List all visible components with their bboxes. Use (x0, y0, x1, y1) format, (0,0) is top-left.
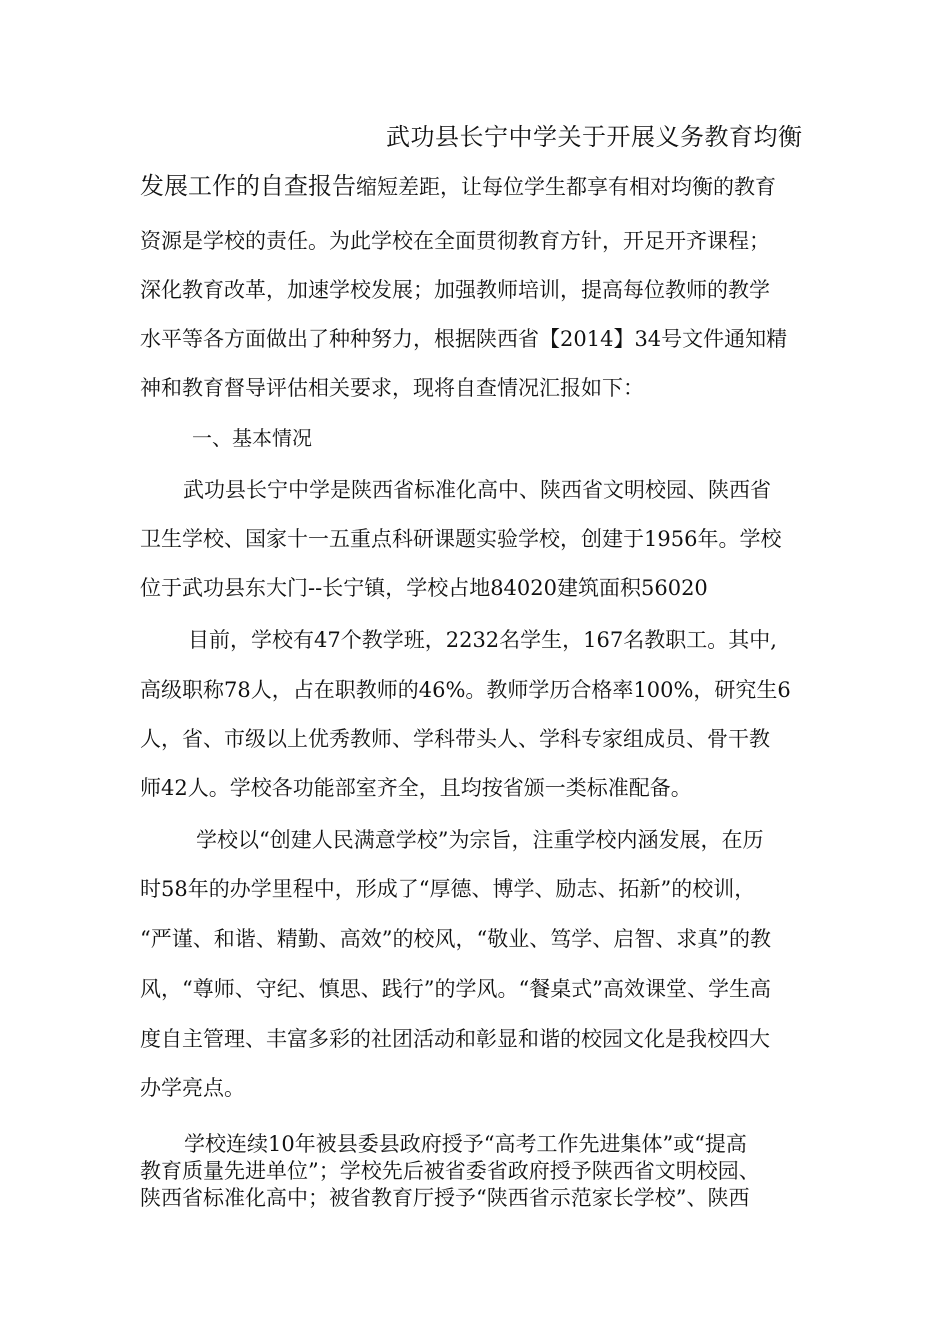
para3-line-1: 学校以“创建人民满意学校”为宗旨，注重学校内涵发展，在历 (196, 828, 764, 852)
intro-line-2: 深化教育改革，加速学校发展；加强教师培训，提高每位教师的教学 (140, 278, 770, 302)
para2-line-4: 师42人。学校各功能部室齐全，且均按省颁一类标准配备。 (140, 776, 692, 800)
intro-line-4: 神和教育督导评估相关要求，现将自查情况汇报如下： (140, 376, 644, 400)
para4-line-2: 教育质量先进单位”；学校先后被省委省政府授予陕西省文明校园、 (140, 1159, 760, 1183)
intro-line-0: 缩短差距，让每位学生都享有相对均衡的教育 (356, 175, 776, 199)
para4-line-3: 陕西省标准化高中；被省教育厅授予“陕西省示范家长学校”、陕西 (140, 1186, 750, 1210)
para3-line-2: 时58年的办学里程中，形成了“厚德、博学、励志、拓新”的校训， (140, 877, 756, 901)
para2-line-3: 人，省、市级以上优秀教师、学科带头人、学科专家组成员、骨干教 (140, 727, 770, 751)
para1-line-3: 位于武功县东大门--长宁镇，学校占地84020建筑面积56020 (140, 576, 708, 600)
para4-line-1: 学校连续10年被县委县政府授予“高考工作先进集体”或“提高 (184, 1132, 747, 1156)
para2-line-1: 目前，学校有47个教学班，2232名学生，167名教职工。其中, (188, 628, 777, 652)
para1-line-2: 卫生学校、国家十一五重点科研课题实验学校，创建于1956年。学校 (140, 527, 782, 551)
report-title-continuation: 发展工作的自查报告 (140, 172, 356, 200)
para3-line-6: 办学亮点。 (140, 1076, 245, 1100)
para3-line-5: 度自主管理、丰富多彩的社团活动和彰显和谐的校园文化是我校四大 (140, 1027, 770, 1051)
intro-line-1: 资源是学校的责任。为此学校在全面贯彻教育方针，开足开齐课程； (140, 229, 770, 253)
para1-line-1: 武功县长宁中学是陕西省标准化高中、陕西省文明校园、陕西省 (183, 478, 771, 502)
intro-line-3: 水平等各方面做出了种种努力，根据陕西省【2014】34号文件通知精 (140, 327, 788, 351)
para3-line-4: 风，“尊师、守纪、慎思、践行”的学风。“餐桌式”高效课堂、学生高 (140, 977, 771, 1001)
para2-line-2: 高级职称78人，占在职教师的46%。教师学历合格率100%，研究生6 (140, 678, 791, 702)
section-heading-basic-info: 一、基本情况 (192, 426, 312, 450)
report-title-line-2 (140, 171, 776, 202)
para3-line-3: “严谨、和谐、精勤、高效”的校风，“敬业、笃学、启智、求真”的教 (140, 927, 771, 951)
report-title-line-1: 武功县长宁中学关于开展义务教育均衡 (386, 123, 803, 151)
